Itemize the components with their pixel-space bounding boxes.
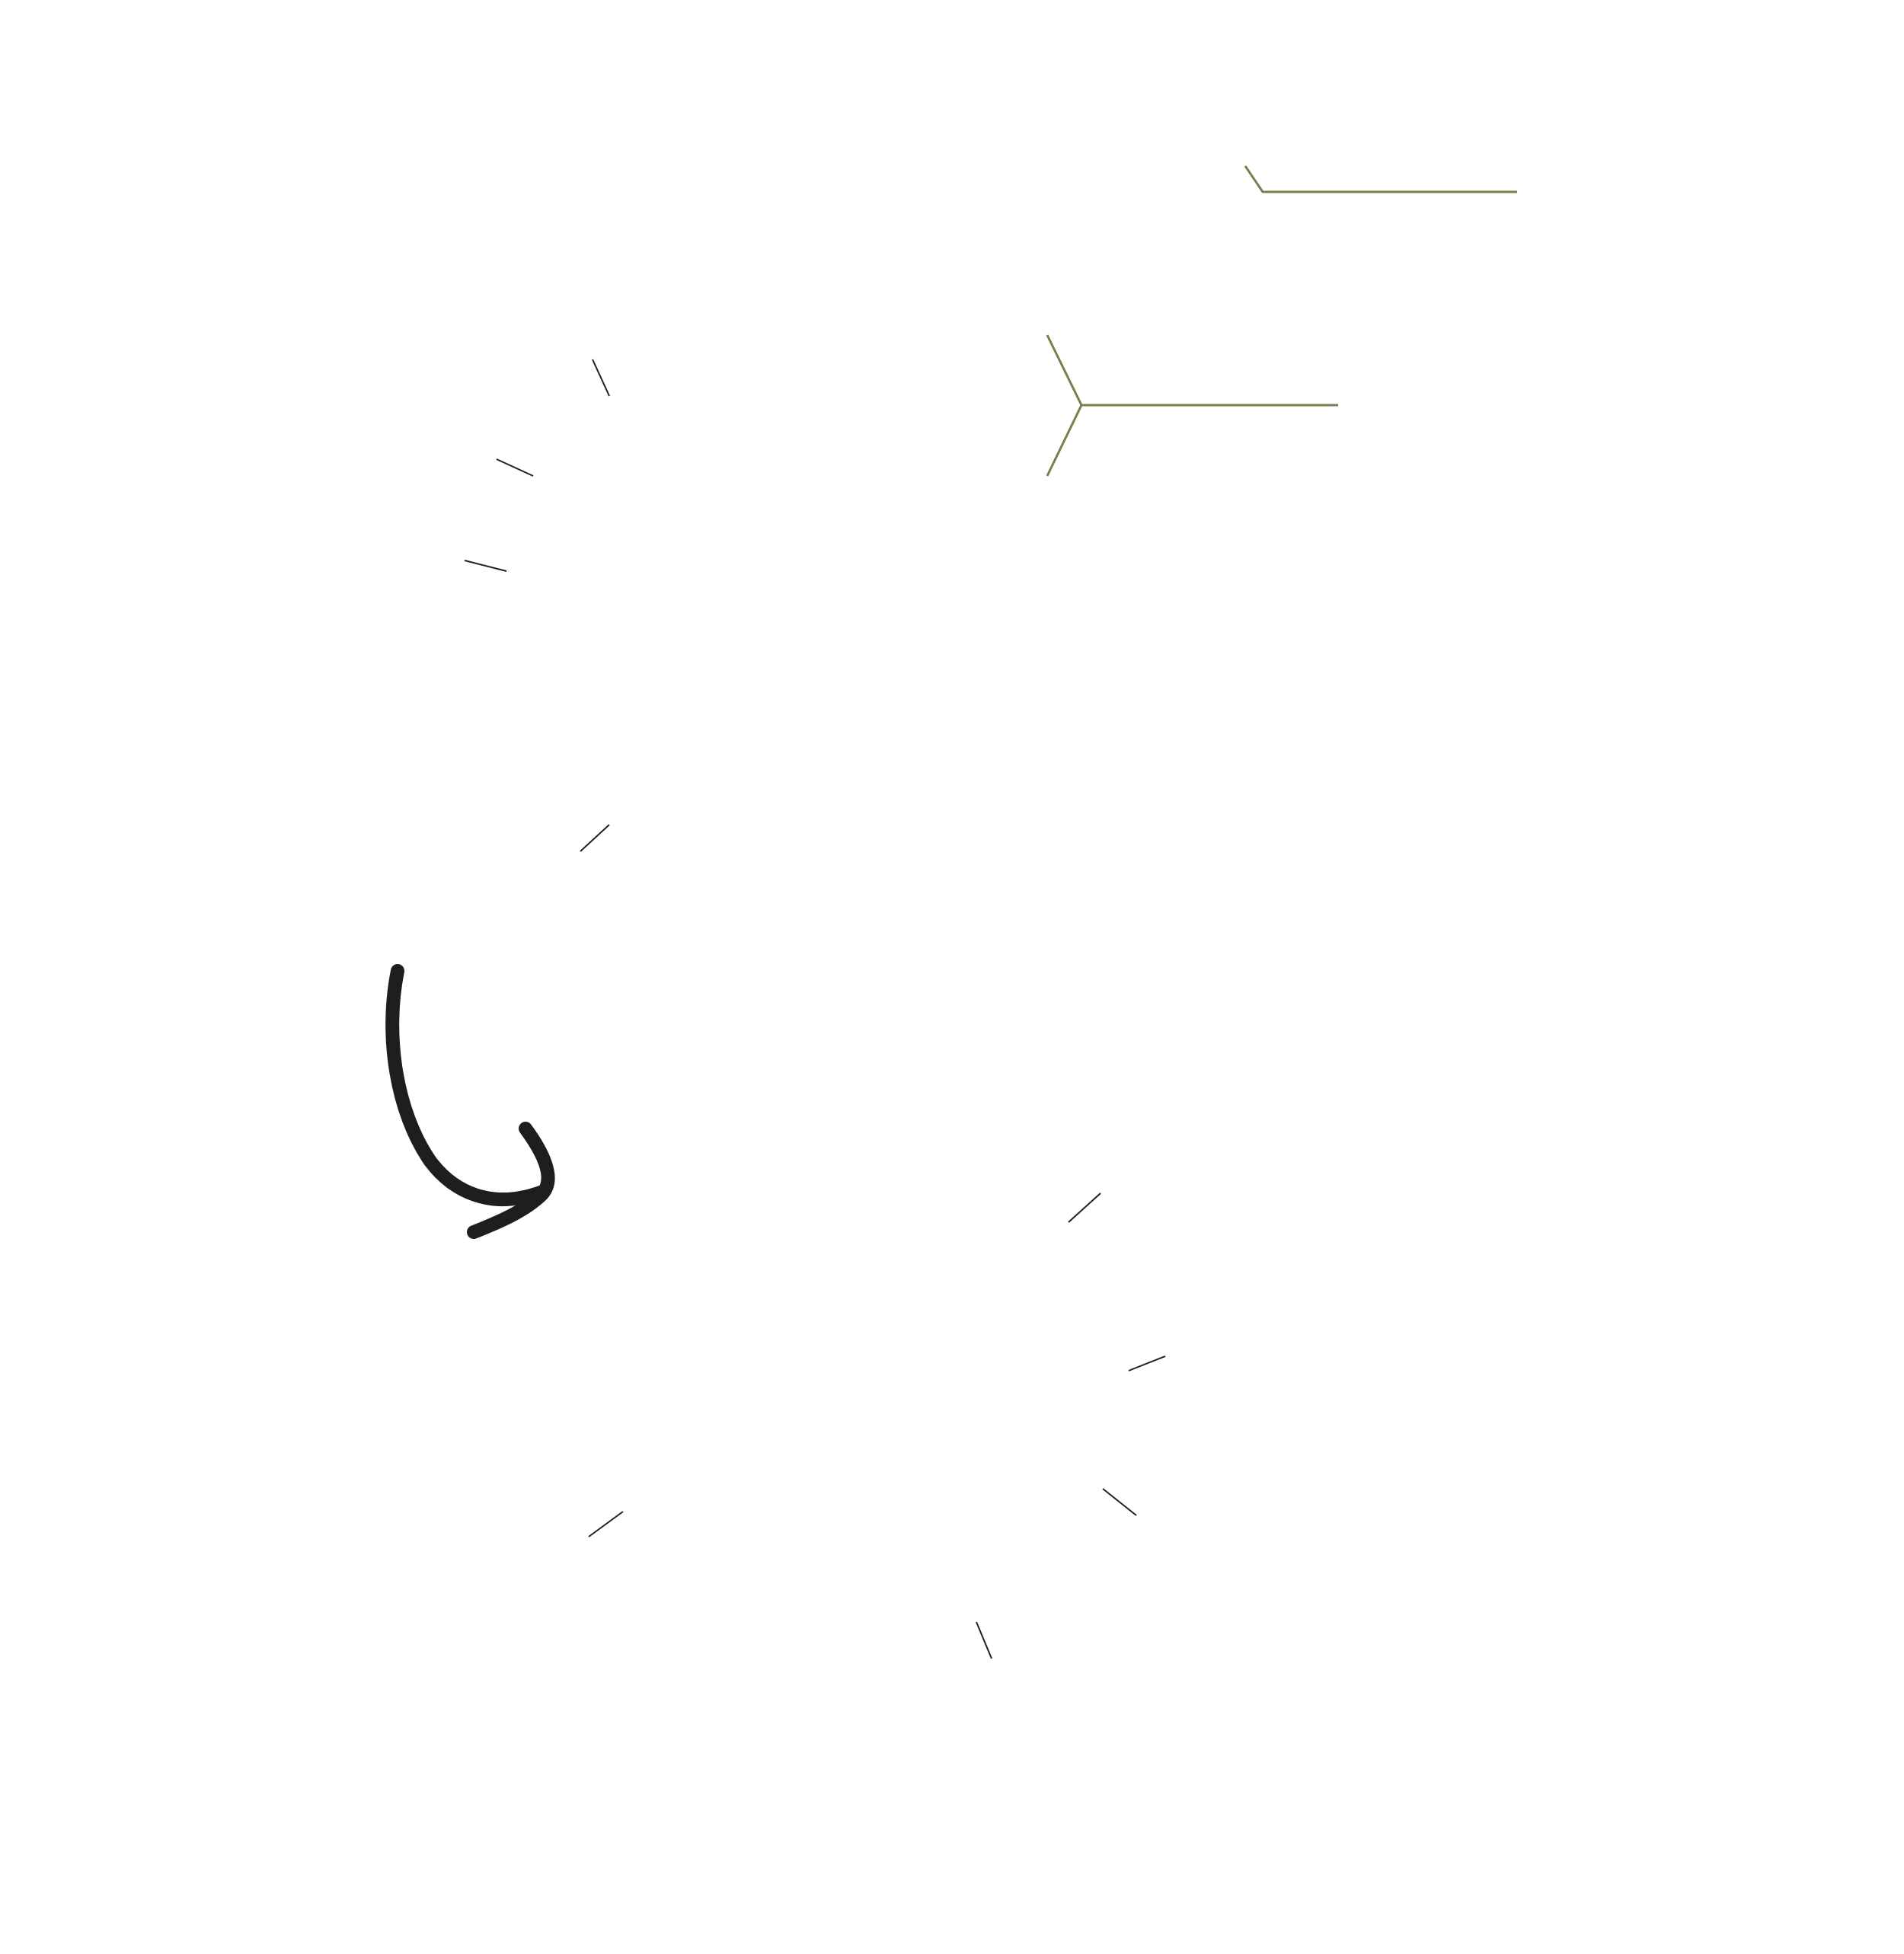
summary-guide-lines (1047, 166, 1517, 476)
bottom-pie-leader-lines (589, 1193, 1165, 1659)
top-pie-leader-lines (465, 359, 609, 851)
leader-line-service (580, 825, 609, 851)
leader-line-admin (497, 459, 533, 476)
leader-line-advocacy (593, 359, 609, 396)
leader-line-migrant (589, 1512, 623, 1537)
leader-line-border (1129, 1356, 1165, 1371)
leader-line-office (465, 560, 506, 571)
income-guide-line (1245, 166, 1517, 192)
flow-arrow-icon (392, 971, 548, 1232)
leader-line-visit (976, 1622, 992, 1659)
expense-bracket (1047, 335, 1081, 476)
leader-line-rural (1103, 1489, 1136, 1515)
leader-line-thai (1069, 1193, 1101, 1222)
